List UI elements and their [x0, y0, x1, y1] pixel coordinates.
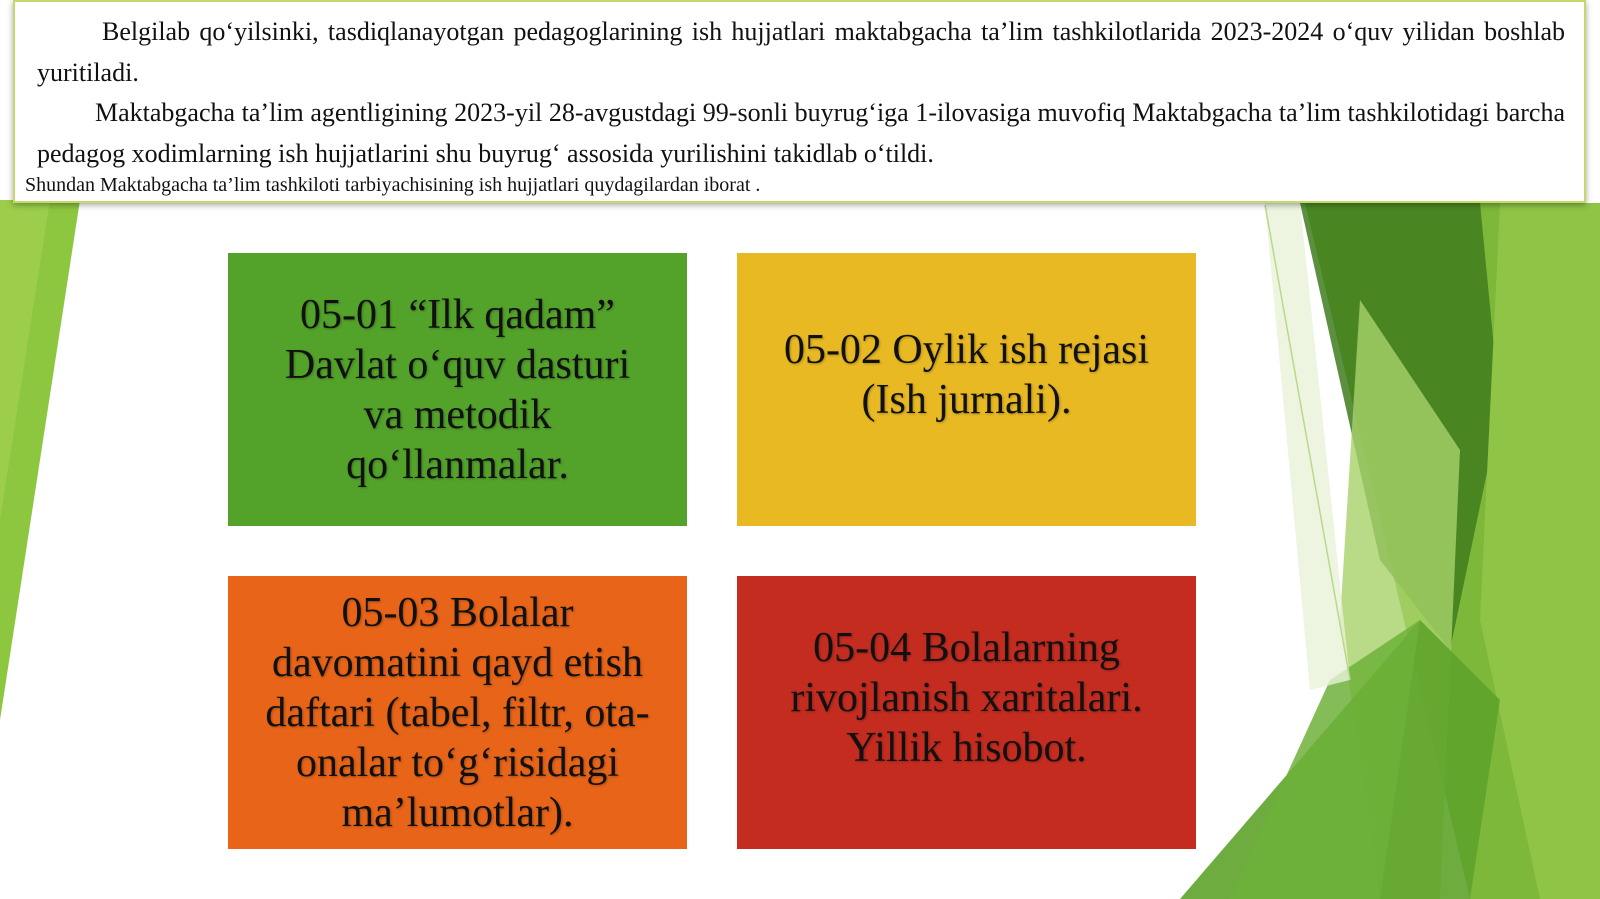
card-05-03-text: 05-03 Bolalar davomatini qayd etish daftari (tabel, filtr, ota- onalar to‘g‘risidagi ma’lumotlar).: [265, 589, 650, 836]
document-card-05-04: [737, 576, 1196, 849]
intro-paragraph-1: Belgilab qo‘yilsinki, tasdiqlanayotgan pedagoglarining ish hujjatlari maktabgacha ta’lim tashkilotlarida 2023-2024 o‘quv yilidan boshlab yuritiladi.: [37, 17, 1565, 87]
document-card-05-01: [228, 253, 687, 526]
card-05-02-text: 05-02 Oylik ish rejasi (Ish jurnali).: [783, 326, 1150, 423]
list-intro-note: Shundan Maktabgacha ta’lim tashkiloti tarbiyachisining ish hujjatlari quydagilardan iborat .: [25, 174, 761, 196]
card-05-01-text: 05-01 “Ilk qadam” Davlat o‘quv dasturi va metodik qo‘llanmalar.: [284, 291, 631, 488]
document-card-05-02: [737, 253, 1196, 526]
card-05-04-text: 05-04 Bolalarning rivojlanish xaritalari. Yillik hisobot.: [790, 624, 1143, 771]
document-card-05-03: [228, 576, 687, 849]
intro-text-box: [13, 0, 1586, 203]
intro-paragraph-2: Maktabgacha ta’lim agentligining 2023-yil 28-avgustdagi 99-sonli buyrug‘iga 1-ilovasiga muvofiq Maktabgacha ta’lim tashkilotidagi barcha pedagog xodimlarning ish hujjatlarini shu buyrug‘ assosida yurilishini takidlab o‘tildi.: [37, 98, 1565, 168]
